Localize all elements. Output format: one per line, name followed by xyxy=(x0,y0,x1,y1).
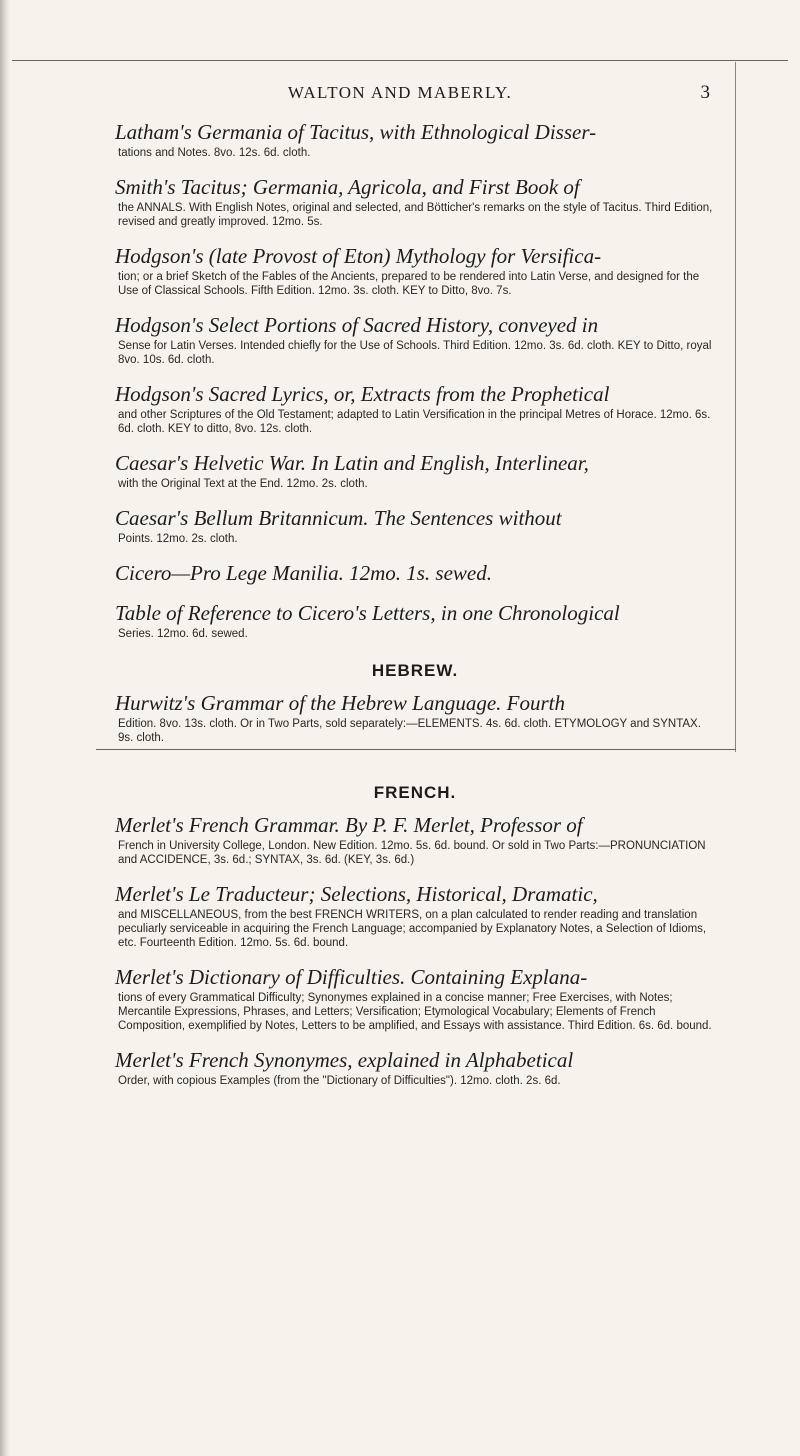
book-description: Points. 12mo. 2s. cloth. xyxy=(118,533,238,545)
book-title: Table of Reference to Cicero's Letters, in one Chronological xyxy=(115,601,620,625)
right-margin-rule xyxy=(735,62,736,752)
book-description: French in University College, London. New Edition. 12mo. 5s. 6d. bound. Or sold in Two Parts:—PRONUNCIATION and ACCIDENCE, 3s. 6d.; SYNTAX, 3s. 6d. (KEY, 3s. 6d.) xyxy=(118,840,706,866)
book-description: Series. 12mo. 6d. sewed. xyxy=(118,628,248,640)
section-heading: HEBREW. xyxy=(371,661,459,680)
page-number: 3 xyxy=(700,82,710,103)
book-title: Caesar's Bellum Britannicum. The Sentences without xyxy=(115,506,562,530)
book-description: and other Scriptures of the Old Testament; adapted to Latin Versification in the principal Metres of Horace. 12mo. 6s. 6d. cloth. KEY to ditto, 8vo. 12s. cloth. xyxy=(118,409,711,435)
book-title: Hurwitz's Grammar of the Hebrew Language. Fourth xyxy=(115,691,565,715)
book-description: tations and Notes. 8vo. 12s. 6d. cloth. xyxy=(118,147,311,159)
book-entry xyxy=(115,313,715,367)
book-description: Sense for Latin Verses. Intended chiefly for the Use of Schools. Third Edition. 12mo. 3s. 6d. cloth. KEY to Ditto, royal 8vo. 10s. 6d. cloth. xyxy=(118,340,712,366)
book-title: Smith's Tacitus; Germania, Agricola, and First Book of xyxy=(115,175,580,199)
book-title: Merlet's Dictionary of Difficulties. Containing Explana- xyxy=(115,965,588,989)
running-head: WALTON AND MABERLY. xyxy=(287,83,513,102)
book-entry xyxy=(115,601,715,641)
book-title: Merlet's French Synonymes, explained in Alphabetical xyxy=(115,1048,574,1072)
book-description: the ANNALS. With English Notes, original and selected, and Bötticher's remarks on the style of Tacitus. Third Edition, revised and greatly improved. 12mo. 5s. xyxy=(118,202,713,228)
book-entry xyxy=(115,175,715,229)
catalogue-body xyxy=(115,120,715,1103)
book-entry xyxy=(115,965,715,1033)
book-title: Merlet's French Grammar. By P. F. Merlet, Professor of xyxy=(115,813,583,837)
book-description: Edition. 8vo. 13s. cloth. Or in Two Parts, sold separately:—ELEMENTS. 4s. 6d. cloth. ETYMOLOGY and SYNTAX. 9s. cloth. xyxy=(118,718,701,744)
book-entry xyxy=(115,813,715,867)
book-entry xyxy=(115,691,715,745)
book-title: Merlet's Le Traducteur; Selections, Historical, Dramatic, xyxy=(115,882,598,906)
book-entry xyxy=(115,451,715,491)
book-title: Hodgson's Sacred Lyrics, or, Extracts from the Prophetical xyxy=(115,382,610,406)
section-heading: FRENCH. xyxy=(373,783,457,802)
book-title: Caesar's Helvetic War. In Latin and English, Interlinear, xyxy=(115,451,589,475)
section-latin xyxy=(115,120,715,641)
book-entry xyxy=(115,382,715,436)
book-title: Hodgson's Select Portions of Sacred History, conveyed in xyxy=(115,313,599,337)
book-entry xyxy=(115,506,715,546)
book-entry xyxy=(115,120,715,160)
book-description: tions of every Grammatical Difficulty; Synonymes explained in a concise manner; Free Exercises, with Notes; Mercantile Expressions, Phrases, and Letters; Versification; Etymological Vocabulary; Elements of French Composition, exemplified by Notes, Letters to be amplified, and Essays with assistance. Third Edition. 6s. 6d. bound. xyxy=(118,992,712,1032)
book-description: tion; or a brief Sketch of the Fables of the Ancients, prepared to be rendered into Latin Verse, and designed for the Use of Classical Schools. Fifth Edition. 12mo. 3s. cloth. KEY to Ditto, 8vo. 7s. xyxy=(118,271,700,297)
book-description: Order, with copious Examples (from the "Dictionary of Difficulties"). 12mo. cloth. 2s. 6d. xyxy=(118,1075,561,1087)
page-edge-shadow xyxy=(0,0,10,1456)
book-description: and MISCELLANEOUS, from the best FRENCH WRITERS, on a plan calculated to render reading and translation peculiarly serviceable in acquiring the French Language; accompanied by Explanatory Notes, a Selection of Idioms, etc. Fourteenth Edition. 12mo. 5s. 6d. bound. xyxy=(118,909,707,949)
section-french xyxy=(115,783,715,1088)
header-rule xyxy=(12,60,788,61)
book-entry xyxy=(115,1048,715,1088)
book-title: Hodgson's (late Provost of Eton) Mythology for Versifica- xyxy=(115,244,602,268)
book-entry xyxy=(115,561,715,586)
section-hebrew xyxy=(115,661,715,745)
book-entry xyxy=(115,244,715,298)
book-title: Latham's Germania of Tacitus, with Ethnological Disser- xyxy=(115,120,597,144)
book-entry xyxy=(115,882,715,950)
book-description: with the Original Text at the End. 12mo. 2s. cloth. xyxy=(118,478,368,490)
book-title: Cicero—Pro Lege Manilia. 12mo. 1s. sewed. xyxy=(115,561,492,585)
